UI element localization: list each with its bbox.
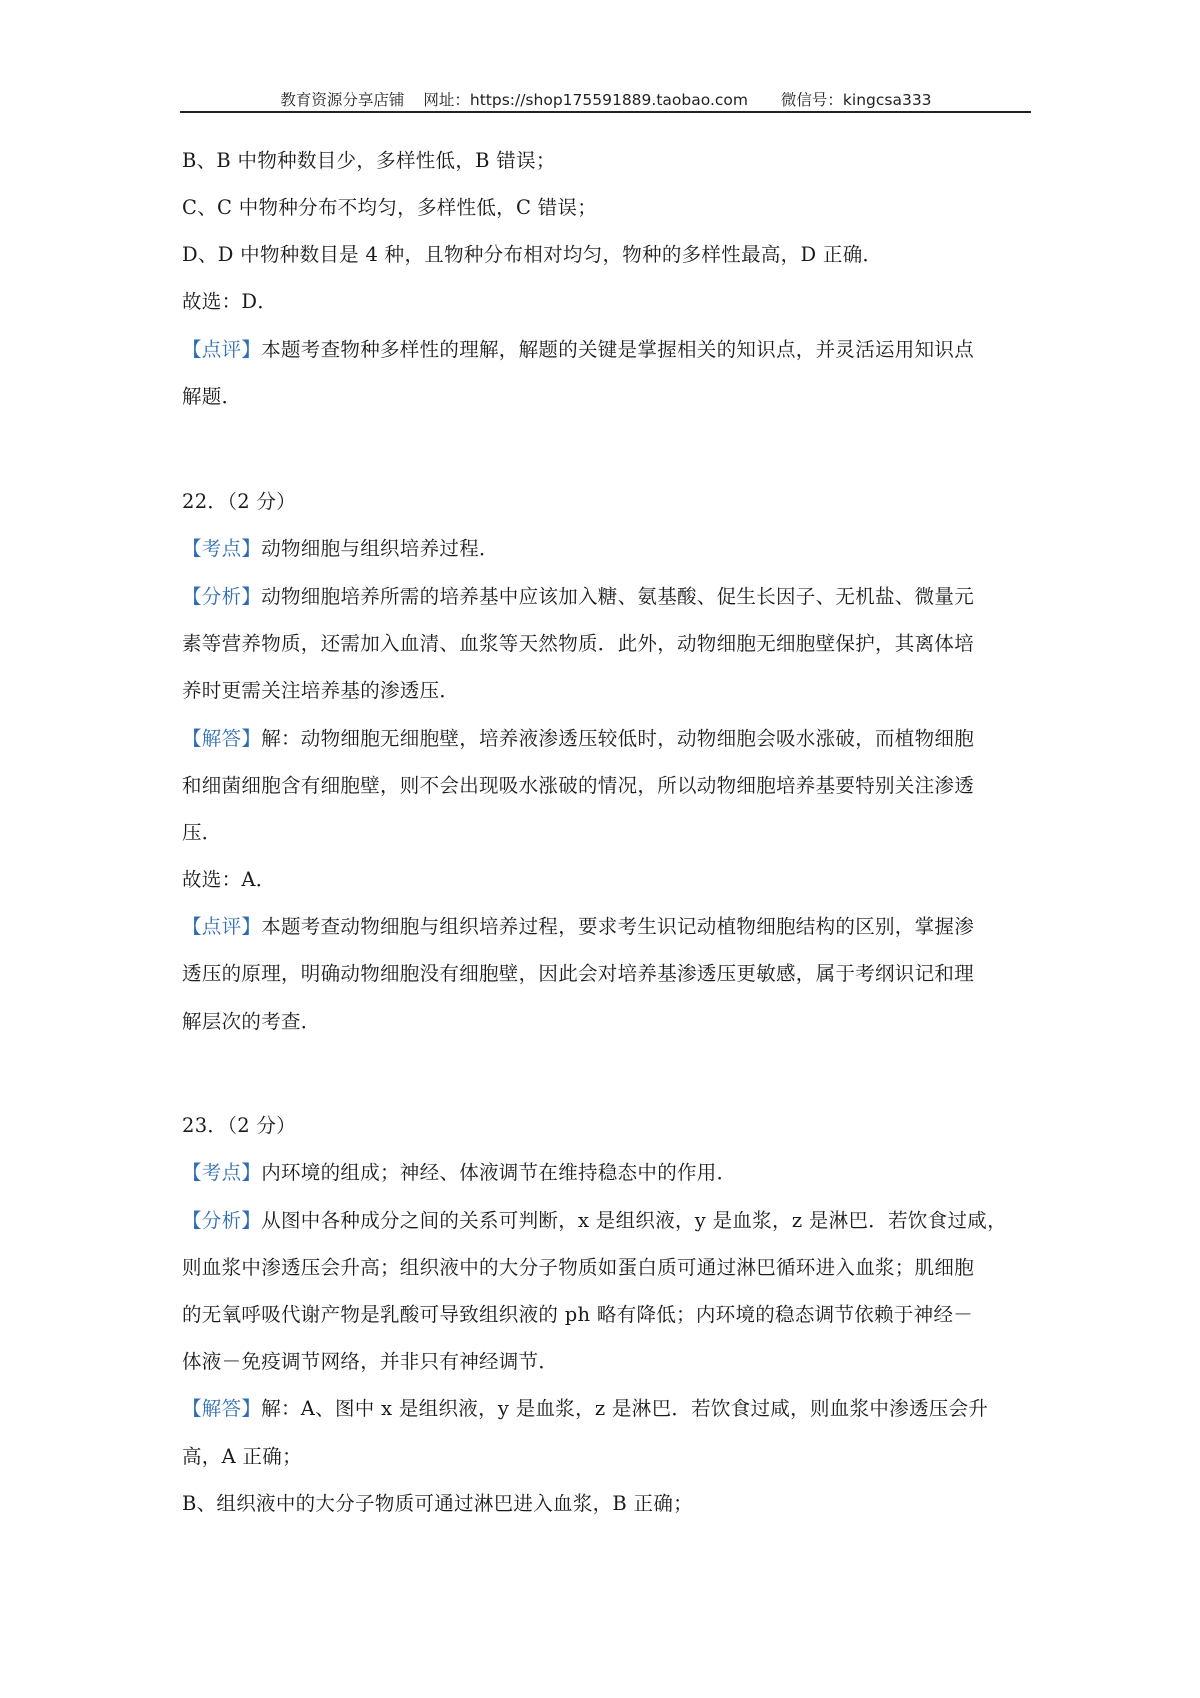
section-tag: 【分析】	[182, 1209, 262, 1232]
line-text: 本题考查物种多样性的理解，解题的关键是掌握相关的知识点，并灵活运用知识点	[261, 338, 975, 361]
line-text: 体液－免疫调节网络，并非只有神经调节．	[182, 1350, 559, 1373]
line-text: 养时更需关注培养基的渗透压．	[182, 679, 460, 702]
section-tag: 【点评】	[182, 338, 262, 361]
text-line	[182, 286, 277, 314]
text-line	[182, 628, 974, 656]
header-wechat: 微信号：kingcsa333	[780, 91, 932, 109]
text-line	[182, 1157, 736, 1185]
line-text: B、组织液中的大分子物质可通过淋巴进入血浆，B 正确；	[182, 1492, 693, 1515]
line-text: 的无氧呼吸代谢产物是乳酸可导致组织液的 ph 略有降低；内环境的稳态调节依赖于神经－	[182, 1303, 974, 1326]
line-text: 高，A 正确；	[182, 1445, 302, 1468]
text-line	[182, 911, 974, 939]
text-line	[182, 533, 499, 561]
text-line	[182, 334, 974, 362]
line-text: 本题考查动物细胞与组织培养过程，要求考生识记动植物细胞结构的区别，掌握渗	[261, 915, 975, 938]
text-line	[182, 192, 597, 220]
line-text: 解题．	[182, 385, 242, 408]
text-line	[182, 770, 974, 798]
text-line	[182, 381, 241, 409]
line-text: 和细菌细胞含有细胞壁，则不会出现吸水涨破的情况，所以动物细胞培养基要特别关注渗透	[182, 774, 975, 797]
line-text: 压．	[182, 821, 222, 844]
section-tag: 【解答】	[182, 727, 262, 750]
section-tag: 【点评】	[182, 915, 262, 938]
text-line	[182, 958, 974, 986]
text-line	[182, 1441, 302, 1469]
line-text: 动物细胞培养所需的培养基中应该加入糖、氨基酸、促生长因子、无机盐、微量元	[261, 585, 975, 608]
section-tag: 【解答】	[182, 1397, 262, 1420]
line-text: 透压的原理，明确动物细胞没有细胞壁，因此会对培养基渗透压更敏感，属于考纲识记和理	[182, 962, 975, 985]
line-text: 素等营养物质，还需加入血清、血浆等天然物质．此外，动物细胞无细胞壁保护，其离体培	[182, 632, 975, 655]
line-text: B、B 中物种数目少，多样性低，B 错误；	[182, 149, 556, 172]
text-line	[182, 1252, 974, 1280]
text-line	[182, 1488, 693, 1516]
header-url: 网址：https://shop175591889.taobao.com	[423, 91, 748, 109]
text-line	[182, 864, 276, 892]
header-shop-name: 教育资源分享店铺	[280, 91, 405, 109]
text-line	[182, 723, 974, 751]
question-number	[182, 1110, 296, 1138]
line-text: 故选：D．	[182, 290, 278, 313]
text-line	[182, 145, 556, 173]
section-tag: 【分析】	[182, 585, 262, 608]
line-text: 23．（2 分）	[182, 1114, 297, 1137]
line-text: 从图中各种成分之间的关系可判断，x 是组织液，y 是血浆，z 是淋巴．若饮食过咸，	[261, 1209, 1007, 1232]
header-rule	[180, 111, 1031, 113]
text-line	[182, 581, 974, 609]
line-text: 22．（2 分）	[182, 490, 297, 513]
page-header	[181, 88, 1031, 110]
line-text: 内环境的组成；神经、体液调节在维持稳态中的作用．	[261, 1161, 737, 1184]
text-line	[182, 1346, 558, 1374]
line-text: 解层次的考查．	[182, 1010, 321, 1033]
text-line	[182, 675, 459, 703]
line-text: 故选：A．	[182, 868, 276, 891]
text-line	[182, 1205, 1007, 1233]
text-line	[182, 239, 882, 267]
line-text: 则血浆中渗透压会升高；组织液中的大分子物质如蛋白质可通过淋巴循环进入血浆；肌细胞	[182, 1256, 975, 1279]
text-line	[182, 1299, 973, 1327]
text-line	[182, 817, 222, 845]
line-text: C、C 中物种分布不均匀，多样性低，C 错误；	[182, 196, 598, 219]
line-text: 解：A、图中 x 是组织液，y 是血浆，z 是淋巴．若饮食过咸，则血浆中渗透压会升	[261, 1397, 989, 1420]
line-text: 动物细胞与组织培养过程．	[261, 537, 499, 560]
section-tag: 【考点】	[182, 1161, 262, 1184]
section-tag: 【考点】	[182, 537, 262, 560]
question-number	[182, 486, 296, 514]
text-line	[182, 1006, 321, 1034]
line-text: D、D 中物种数目是 4 种，且物种分布相对均匀，物种的多样性最高，D 正确．	[182, 243, 883, 266]
text-line	[182, 1393, 988, 1421]
line-text: 解：动物细胞无细胞壁，培养液渗透压较低时，动物细胞会吸水涨破，而植物细胞	[261, 727, 975, 750]
